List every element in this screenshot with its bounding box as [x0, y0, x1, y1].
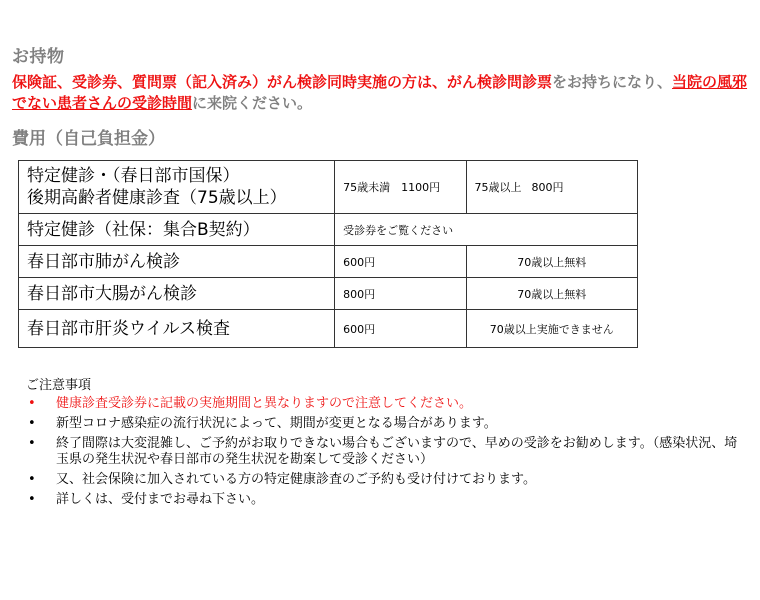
table-row	[19, 310, 638, 348]
fee-over-75-value: 800円	[531, 181, 564, 194]
fee-under-75: 75歳未満 1100円	[335, 161, 466, 214]
belongings-title: お持物	[12, 47, 65, 67]
fee-value: 600円	[335, 310, 466, 348]
fee-over-70: 70歳以上無料	[466, 246, 637, 278]
fee-value: 600円	[335, 246, 466, 278]
visit-time-note: 当院の風邪でない患者さんの受診時間	[12, 73, 748, 112]
fee-label: 春日部市肝炎ウイルス検査	[19, 310, 335, 348]
bullet-icon: •	[28, 416, 36, 431]
fee-value: 800円	[335, 278, 466, 310]
list-item: • 健康診査受診券に記載の実施期間と異なりますので注意してください。	[28, 396, 473, 411]
fee-label	[19, 161, 335, 214]
fee-table	[18, 160, 638, 348]
fee-over-70: 70歳以上無料	[466, 278, 637, 310]
belongings-instruction: をお持ちになり、	[552, 73, 673, 91]
fees-title: 費用（自己負担金）	[12, 129, 165, 149]
fee-label: 春日部市肺がん検診	[19, 246, 335, 278]
list-item: • 終了間際は大変混雑し、ご予約がお取りできない場合もございますので、早めの受診をお勧めします。（感染状況、埼玉県の発生状況や春日部市の発生状況を勘案して受診ください）	[28, 436, 738, 467]
table-row	[19, 278, 638, 310]
bullet-icon: •	[28, 492, 36, 507]
belongings-text	[12, 72, 752, 114]
notes-list	[26, 396, 746, 508]
list-item: • 新型コロナ感染症の流行状況によって、期間が変更となる場合があります。	[28, 416, 497, 431]
belongings-items: 保険証、受診券、質問票（記入済み）がん検診同時実施の方は、がん検診問診票	[12, 73, 553, 91]
list-item: • 詳しくは、受付までお尋ね下さい。	[28, 492, 265, 507]
fee-label: 特定健診（社保：集合B契約）	[19, 214, 335, 246]
list-item: • 又、社会保険に加入されている方の特定健康診査のご予約も受け付けております。	[28, 472, 536, 487]
bullet-icon: •	[28, 472, 36, 487]
notes-title: ご注意事項	[26, 378, 92, 393]
fee-over-70: 70歳以上実施できません	[466, 310, 637, 348]
fee-label-line1: 特定健診・（春日部市国保）	[27, 166, 240, 186]
table-row	[19, 161, 638, 214]
bullet-icon: •	[28, 396, 36, 411]
bullet-icon: •	[28, 436, 36, 451]
fee-label-line2: 後期高齢者健康診査（75歳以上）	[27, 188, 287, 208]
table-row	[19, 246, 638, 278]
table-row	[19, 214, 638, 246]
fee-label: 春日部市大腸がん検診	[19, 278, 335, 310]
notes-section	[26, 378, 746, 512]
fee-value: 受診券をご覧ください	[335, 214, 638, 246]
fee-over-75	[466, 161, 637, 214]
fee-over-75-label: 75歳以上	[474, 181, 522, 194]
belongings-come: に来院ください。	[192, 94, 313, 112]
